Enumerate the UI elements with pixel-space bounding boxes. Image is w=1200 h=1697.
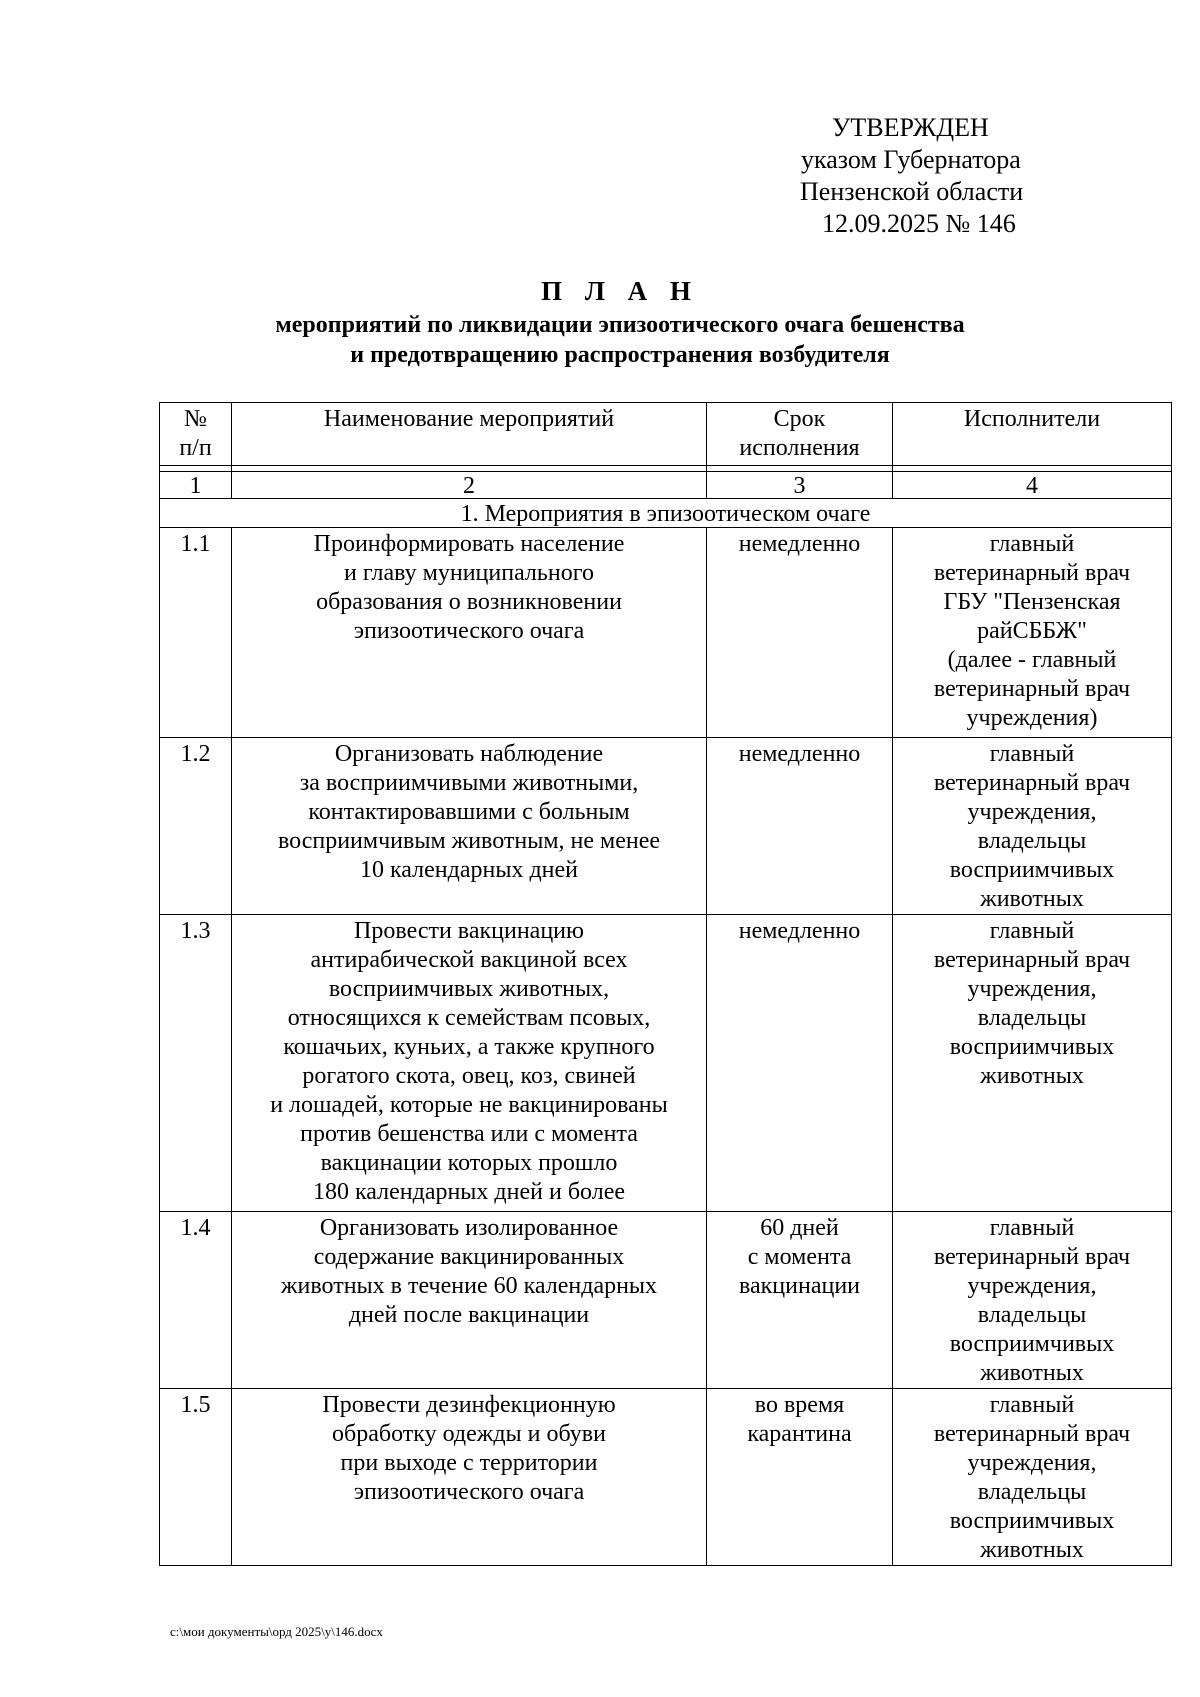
- row-number: 1.2: [160, 738, 232, 915]
- column-number-row: [160, 472, 1172, 499]
- table-header-row: [160, 403, 1172, 466]
- table-row: [160, 528, 1172, 738]
- approval-date-number: 12.09.2025 № 146: [822, 209, 1016, 238]
- plan-table: [159, 402, 1172, 1566]
- row-term: немедленно: [707, 915, 893, 1212]
- row-executors: главный ветеринарный врач учреждения, владельцы восприимчивых животных: [893, 1212, 1172, 1389]
- row-activity: Провести вакцинацию антирабической вакциной всех восприимчивых животных, относящихся к семействам псовых, кошачьих, куньих, а также крупного рогатого скота, овец, коз, свиней и лошадей, которые не вакцинированы против бешенства или с момента вакцинации которых прошло 180 календарных дней и более: [232, 915, 707, 1212]
- row-term: немедленно: [707, 528, 893, 738]
- row-activity: Провести дезинфекционную обработку одежды и обуви при выходе с территории эпизоотического очага: [232, 1389, 707, 1566]
- table-row: [160, 1389, 1172, 1566]
- row-number: 1.1: [160, 528, 232, 738]
- section-row: [160, 499, 1172, 528]
- column-number: 2: [232, 472, 707, 499]
- row-term: 60 дней с момента вакцинации: [707, 1212, 893, 1389]
- table-row: [160, 1212, 1172, 1389]
- approval-region: Пензенской области: [800, 177, 1024, 206]
- row-number: 1.3: [160, 915, 232, 1212]
- approval-decree: указом Губернатора: [801, 145, 1021, 174]
- row-term: во время карантина: [707, 1389, 893, 1566]
- section-title: 1. Мероприятия в эпизоотическом очаге: [160, 499, 1172, 528]
- approval-heading: УТВЕРЖДЕН: [832, 113, 989, 142]
- row-activity: Организовать изолированное содержание вакцинированных животных в течение 60 календарных дней после вакцинации: [232, 1212, 707, 1389]
- row-activity: Проинформировать население и главу муниципального образования о возникновении эпизоотического очага: [232, 528, 707, 738]
- table-row: [160, 915, 1172, 1212]
- column-number: 4: [893, 472, 1172, 499]
- document-subtitle: мероприятий по ликвидации эпизоотического очага бешенства и предотвращению распространения возбудителя: [275, 312, 965, 368]
- header-executors: Исполнители: [893, 403, 1172, 466]
- row-executors: главный ветеринарный врач учреждения, владельцы восприимчивых животных: [893, 738, 1172, 915]
- column-number: 1: [160, 472, 232, 499]
- table-row: [160, 738, 1172, 915]
- row-number: 1.5: [160, 1389, 232, 1566]
- column-number: 3: [707, 472, 893, 499]
- approval-stamp: [770, 112, 1070, 240]
- row-executors: главный ветеринарный врач ГБУ "Пензенская райСББЖ" (далее - главный ветеринарный врач учреждения): [893, 528, 1172, 738]
- header-activity: Наименование мероприятий: [232, 403, 707, 466]
- row-number: 1.4: [160, 1212, 232, 1389]
- document-title: П Л А Н: [541, 276, 699, 306]
- file-path-footer: c:\мои документы\орд 2025\у\146.docx: [170, 1624, 383, 1639]
- row-term: немедленно: [707, 738, 893, 915]
- row-executors: главный ветеринарный врач учреждения, владельцы восприимчивых животных: [893, 915, 1172, 1212]
- header-number: № п/п: [160, 403, 232, 466]
- row-executors: главный ветеринарный врач учреждения, владельцы восприимчивых животных: [893, 1389, 1172, 1566]
- header-term: Срок исполнения: [707, 403, 893, 466]
- row-activity: Организовать наблюдение за восприимчивыми животными, контактировавшими с больным восприимчивым животным, не менее 10 календарных дней: [232, 738, 707, 915]
